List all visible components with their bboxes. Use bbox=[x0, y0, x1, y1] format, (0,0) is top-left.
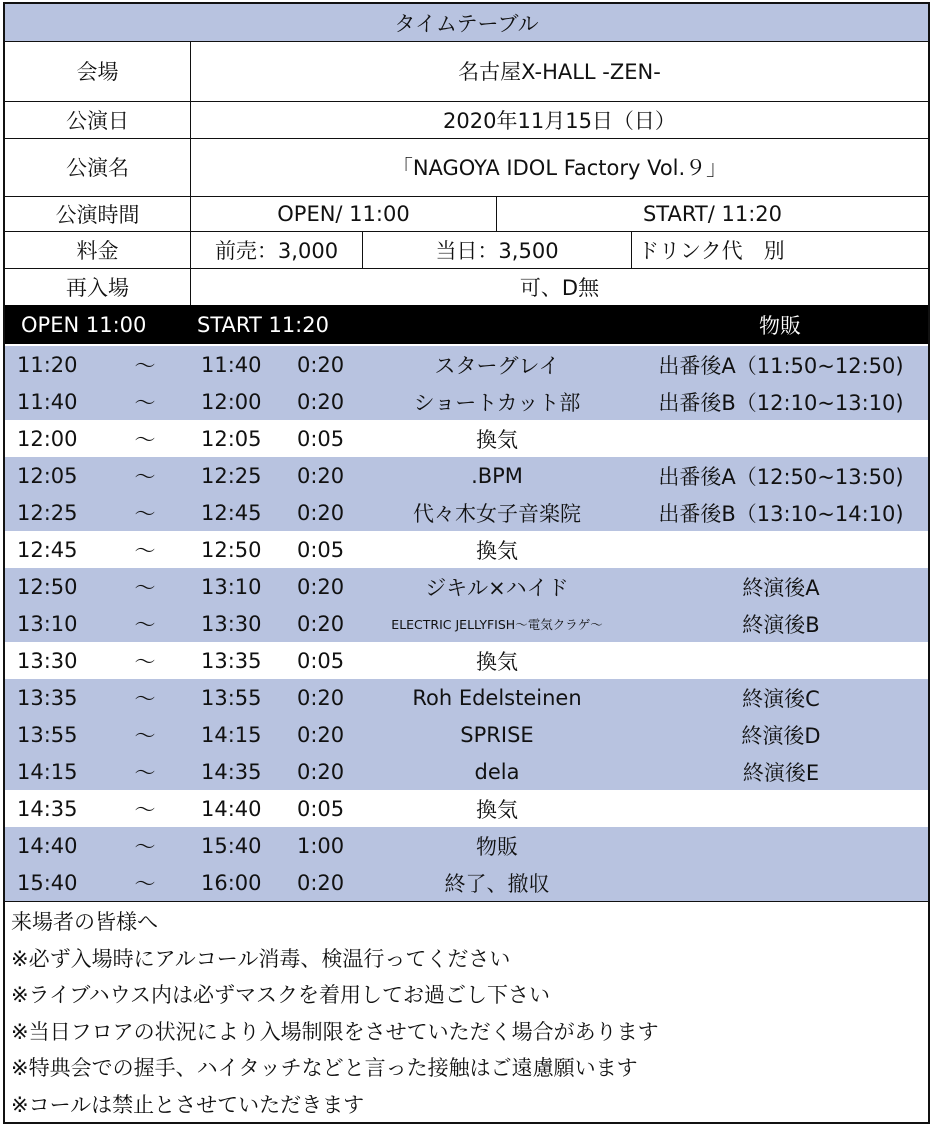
tilde: 〜 bbox=[134, 723, 156, 748]
note-item: ※ライブハウス内は必ずマスクを着用してお過ごし下さい bbox=[11, 983, 551, 1007]
schedule-row bbox=[5, 790, 928, 827]
goods-slot: 終演後B bbox=[742, 612, 820, 637]
performer: 換気 bbox=[476, 649, 518, 674]
duration: 0:05 bbox=[297, 796, 345, 821]
start-time: 13:55 bbox=[17, 722, 78, 747]
performer: dela bbox=[474, 759, 520, 784]
goods-slot bbox=[633, 827, 929, 864]
duration: 0:20 bbox=[297, 722, 345, 747]
end-time: 13:55 bbox=[201, 685, 262, 710]
end-time: 13:35 bbox=[201, 648, 262, 673]
note-item: ※必ず入場時にアルコール消毒、検温行ってください bbox=[11, 946, 511, 971]
duration: 0:20 bbox=[297, 352, 345, 377]
timetable-sheet bbox=[3, 2, 930, 1124]
goods-slot bbox=[633, 420, 929, 457]
end-time: 15:40 bbox=[201, 833, 262, 858]
date-value: 2020年11月15日（日） bbox=[190, 101, 928, 138]
goods-slot: 出番後A（11:50~12:50) bbox=[658, 353, 904, 378]
start-time: 14:35 bbox=[17, 796, 78, 821]
start-time: 13:10 bbox=[17, 611, 78, 636]
goods-slot: 終演後E bbox=[742, 760, 820, 785]
tilde: 〜 bbox=[134, 575, 156, 600]
end-time: 14:15 bbox=[201, 722, 262, 747]
schedule-row bbox=[5, 346, 928, 383]
end-time: 16:00 bbox=[201, 870, 262, 895]
start-time: 12:25 bbox=[17, 500, 78, 525]
schedule-row bbox=[5, 864, 928, 901]
schedule-row bbox=[5, 494, 928, 531]
performer: 終了、撤収 bbox=[444, 871, 550, 896]
tilde: 〜 bbox=[134, 760, 156, 785]
performer: 換気 bbox=[476, 427, 518, 452]
end-time: 12:00 bbox=[201, 389, 262, 414]
note-item: ※当日フロアの状況により入場制限をさせていただく場合があります bbox=[11, 1019, 659, 1044]
performer: ジキル×ハイド bbox=[425, 575, 569, 600]
price-label: 料金 bbox=[76, 238, 119, 263]
performer: ショートカット部 bbox=[413, 390, 581, 415]
goods-slot bbox=[633, 642, 929, 679]
start-time: 13:35 bbox=[17, 685, 78, 710]
tilde: 〜 bbox=[134, 686, 156, 711]
start-time: 11:20 bbox=[17, 352, 78, 377]
goods-slot: 終演後D bbox=[741, 723, 821, 748]
date-label: 公演日 bbox=[66, 108, 129, 133]
schedule-row bbox=[5, 420, 928, 457]
reentry-value: 可、D無 bbox=[190, 268, 928, 305]
door-price: 当日：3,500 bbox=[362, 231, 631, 268]
duration: 0:20 bbox=[297, 500, 345, 525]
header-start: START 11:20 bbox=[197, 312, 329, 337]
tilde: 〜 bbox=[134, 797, 156, 822]
performer: スターグレイ bbox=[434, 353, 560, 378]
performer: 物販 bbox=[476, 834, 518, 859]
schedule-row bbox=[5, 383, 928, 420]
goods-slot: 出番後A（12:50~13:50) bbox=[658, 464, 904, 489]
start-time: 12:00 bbox=[17, 426, 78, 451]
notes-section bbox=[5, 902, 928, 1122]
duration: 0:20 bbox=[297, 611, 345, 636]
venue-label: 会場 bbox=[76, 60, 119, 84]
tilde: 〜 bbox=[134, 427, 156, 452]
venue-row bbox=[5, 41, 928, 102]
open-time: OPEN/ 11:00 bbox=[190, 196, 496, 231]
schedule-row bbox=[5, 827, 928, 864]
schedule-row bbox=[5, 605, 928, 642]
goods-slot: 出番後B（12:10~13:10) bbox=[658, 390, 904, 415]
goods-slot bbox=[633, 864, 929, 901]
schedule-row bbox=[5, 642, 928, 679]
reentry-label: 再入場 bbox=[66, 275, 129, 300]
time-label: 公演時間 bbox=[55, 202, 140, 227]
performer: .BPM bbox=[471, 463, 523, 488]
tilde: 〜 bbox=[134, 501, 156, 526]
performer: 代々木女子音楽院 bbox=[413, 501, 581, 526]
performer: SPRISE bbox=[460, 722, 534, 747]
header-open: OPEN 11:00 bbox=[21, 312, 147, 337]
duration: 0:20 bbox=[297, 870, 345, 895]
notes-heading: 来場者の皆様へ bbox=[11, 910, 158, 934]
note-item: ※特典会での握手、ハイタッチなどと言った接触はご遠慮願います bbox=[11, 1056, 638, 1080]
duration: 0:05 bbox=[297, 426, 345, 451]
time-row bbox=[5, 196, 928, 232]
end-time: 13:30 bbox=[201, 611, 262, 636]
end-time: 12:25 bbox=[201, 463, 262, 488]
performer: 換気 bbox=[476, 797, 518, 822]
tilde: 〜 bbox=[134, 834, 156, 859]
drink-charge: ドリンク代 別 bbox=[631, 231, 928, 268]
title-row bbox=[5, 4, 928, 42]
tilde: 〜 bbox=[134, 612, 156, 637]
reentry-row bbox=[5, 268, 928, 305]
end-time: 14:35 bbox=[201, 759, 262, 784]
advance-price: 前売：3,000 bbox=[190, 231, 362, 268]
schedule-row bbox=[5, 716, 928, 753]
end-time: 13:10 bbox=[201, 574, 262, 599]
goods-slot bbox=[633, 531, 929, 568]
start-time: 15:40 bbox=[17, 870, 78, 895]
duration: 1:00 bbox=[297, 833, 345, 858]
performer: Roh Edelsteinen bbox=[412, 685, 582, 710]
start-time: 14:40 bbox=[17, 833, 78, 858]
tilde: 〜 bbox=[134, 353, 156, 378]
schedule-row bbox=[5, 753, 928, 790]
schedule-header bbox=[5, 305, 928, 344]
duration: 0:05 bbox=[297, 648, 345, 673]
price-row bbox=[5, 231, 928, 269]
duration: 0:20 bbox=[297, 574, 345, 599]
goods-slot: 終演後C bbox=[742, 686, 820, 711]
performer: ELECTRIC JELLYFISH〜電気クラゲ〜 bbox=[391, 616, 603, 632]
duration: 0:20 bbox=[297, 389, 345, 414]
schedule-row bbox=[5, 457, 928, 494]
tilde: 〜 bbox=[134, 390, 156, 415]
tilde: 〜 bbox=[134, 464, 156, 489]
end-time: 12:50 bbox=[201, 537, 262, 562]
page-title: タイムテーブル bbox=[394, 11, 539, 36]
tilde: 〜 bbox=[134, 538, 156, 563]
goods-slot: 終演後A bbox=[742, 575, 820, 600]
duration: 0:20 bbox=[297, 759, 345, 784]
duration: 0:05 bbox=[297, 537, 345, 562]
start-time: 12:50 bbox=[17, 574, 78, 599]
goods-slot: 出番後B（13:10~14:10) bbox=[658, 501, 904, 526]
tilde: 〜 bbox=[134, 871, 156, 896]
start-time: 14:15 bbox=[17, 759, 78, 784]
note-item: ※コールは禁止とさせていただきます bbox=[11, 1092, 365, 1117]
duration: 0:20 bbox=[297, 685, 345, 710]
event-row bbox=[5, 138, 928, 197]
goods-slot bbox=[633, 790, 929, 827]
venue-value: 名古屋X-HALL -ZEN- bbox=[190, 41, 928, 101]
schedule-row bbox=[5, 531, 928, 568]
end-time: 12:05 bbox=[201, 426, 262, 451]
end-time: 14:40 bbox=[201, 796, 262, 821]
start-time: START/ 11:20 bbox=[496, 196, 928, 231]
end-time: 11:40 bbox=[201, 352, 262, 377]
date-row bbox=[5, 101, 928, 139]
start-time: 12:45 bbox=[17, 537, 78, 562]
schedule-row bbox=[5, 568, 928, 605]
end-time: 12:45 bbox=[201, 500, 262, 525]
duration: 0:20 bbox=[297, 463, 345, 488]
header-goods: 物販 bbox=[759, 313, 801, 338]
event-label: 公演名 bbox=[66, 156, 129, 180]
performer: 換気 bbox=[476, 538, 518, 563]
start-time: 13:30 bbox=[17, 648, 78, 673]
start-time: 11:40 bbox=[17, 389, 78, 414]
tilde: 〜 bbox=[134, 649, 156, 674]
start-time: 12:05 bbox=[17, 463, 78, 488]
schedule-row bbox=[5, 679, 928, 716]
event-value: 「NAGOYA IDOL Factory Vol.９」 bbox=[190, 138, 928, 196]
schedule-table bbox=[5, 344, 928, 902]
